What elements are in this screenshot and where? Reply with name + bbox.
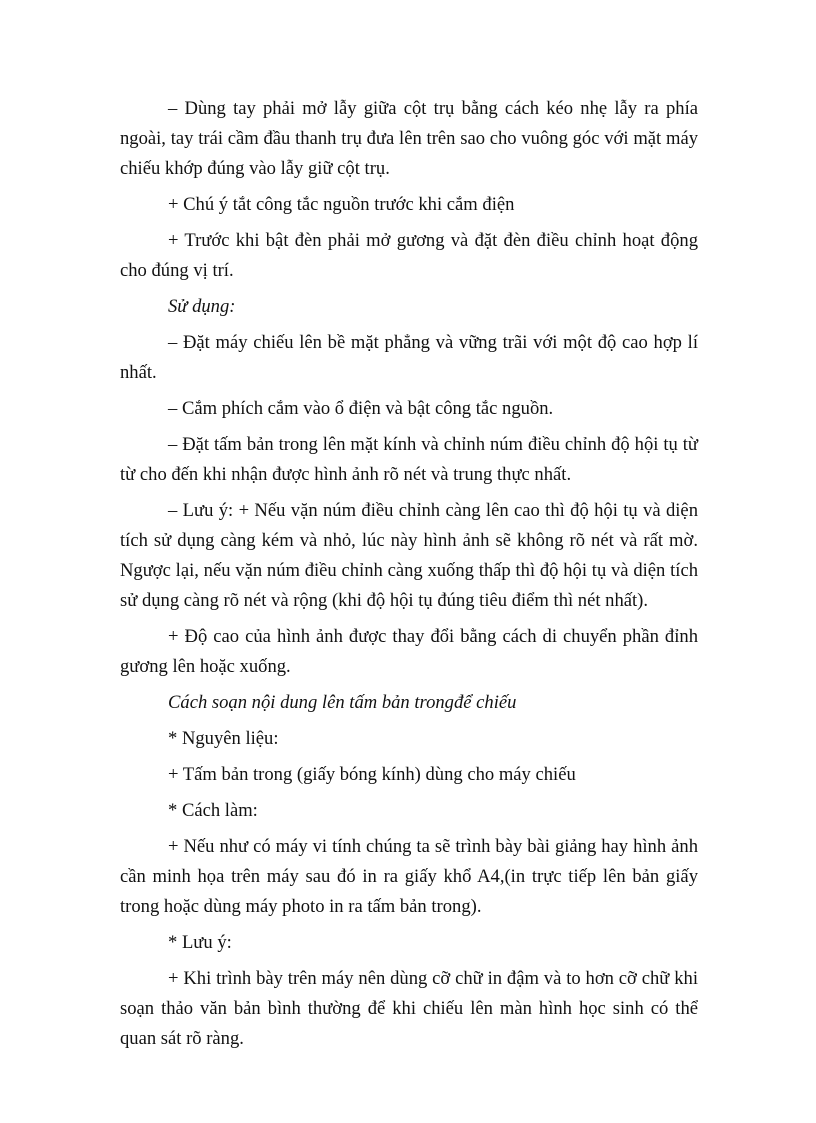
paragraph-focus-adjust: – Đặt tấm bản trong lên mặt kính và chỉnh núm điều chỉnh độ hội tụ từ từ cho đến khi nhận được hình ảnh rõ nét và trung thực nhất. [120,434,698,485]
paragraph-focus-note: – Lưu ý: + Nếu vặn núm điều chỉnh càng lên cao thì độ hội tụ và diện tích sử dụng càng kém và nhỏ, lúc này hình ảnh sẽ không rõ nét và rất mờ. Ngược lại, nếu vặn núm điều chỉnh càng xuống thấp thì độ hội tụ và diện tích sử dụng càng rõ nét và rộng (khi độ hội tụ đúng tiêu điểm thì nét nhất). [120,500,698,611]
paragraph-power-note: + Chú ý tắt công tắc nguồn trước khi cắm điện [168,194,515,215]
paragraph-lamp-note: + Trước khi bật đèn phải mở gương và đặt đèn điều chỉnh hoạt động cho đúng vị trí. [120,230,698,281]
paragraph-materials-label: * Nguyên liệu: [168,728,279,749]
paragraph-mount-column: – Dùng tay phải mở lẫy giữa cột trụ bằng cách kéo nhẹ lẫy ra phía ngoài, tay trái cầm đầu thanh trụ đưa lên trên sao cho vuông góc với mặt máy chiếu khớp đúng vào lẫy giữ cột trụ. [120,98,698,179]
heading-usage: Sử dụng: [168,296,236,317]
paragraph-note-label: * Lưu ý: [168,932,232,953]
paragraph-materials-item: + Tấm bản trong (giấy bóng kính) dùng cho máy chiếu [168,764,576,785]
paragraph-place-projector: – Đặt máy chiếu lên bề mặt phẳng và vững trãi với một độ cao hợp lí nhất. [120,332,698,383]
paragraph-image-height: + Độ cao của hình ảnh được thay đổi bằng cách di chuyển phần đỉnh gương lên hoặc xuống. [120,626,698,677]
paragraph-method-label: * Cách làm: [168,800,258,821]
document-body [120,94,698,1060]
heading-prepare-transparency: Cách soạn nội dung lên tấm bản trongđể chiếu [168,692,517,713]
paragraph-method-item: + Nếu như có máy vi tính chúng ta sẽ trình bày bài giảng hay hình ảnh cần minh họa trên máy sau đó in ra giấy khổ A4,(in trực tiếp lên bản giấy trong hoặc dùng máy photo in ra tấm bản trong). [120,836,698,917]
paragraph-plug-in: – Cắm phích cắm vào ổ điện và bật công tắc nguồn. [168,398,554,419]
paragraph-note-item: + Khi trình bày trên máy nên dùng cỡ chữ in đậm và to hơn cỡ chữ khi soạn thảo văn bản bình thường để khi chiếu lên màn hình học sinh có thể quan sát rõ ràng. [120,968,698,1049]
